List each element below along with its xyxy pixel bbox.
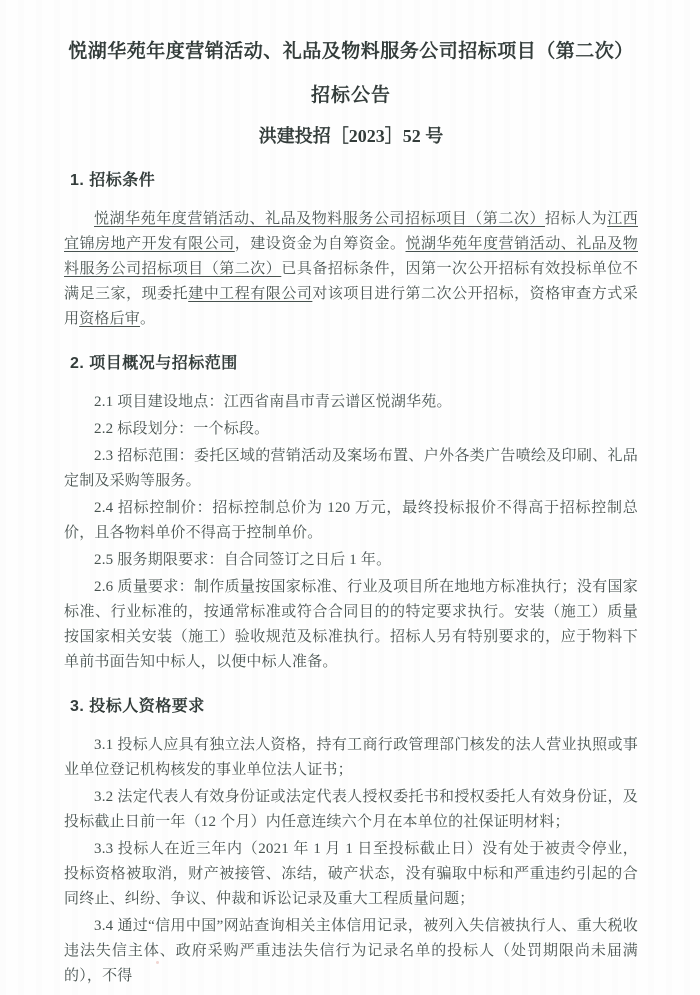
document-subtitle: 招标公告: [310, 85, 391, 106]
paragraph: 3.4 通过“信用中国”网站查询相关主体信用记录，被列入失信被执行人、重大税收违法失信主体、政府采购严重违法失信行为记录名单的投标人（处罚期限尚未届满的），不得: [64, 918, 638, 984]
paragraph: 2.1 项目建设地点：江西省南昌市青云谱区悦湖华苑。: [94, 394, 452, 410]
paragraph: 2.4 招标控制价：招标控制总价为 120 万元，最终投标报价不得高于招标控制总价，且各物料单价不得高于控制单价。: [64, 500, 638, 541]
paragraph: 3.3 投标人在近三年内（2021 年 1 月 1 日至投标截止日）没有处于被责令停业，投标资格被取消，财产被接管、冻结，破产状态，没有骗取中标和严重违约引起的合同终止、纠纷、争议、仲裁和诉讼记录及重大工程质量问题；: [64, 841, 638, 907]
underlined-text-run: 悦湖华苑年度营销活动、礼品及物料服务公司招标项目（第二次）: [64, 236, 639, 277]
document-section: [64, 352, 638, 675]
document-title: 悦湖华苑年度营销活动、礼品及物料服务公司招标项目（第二次）: [68, 41, 634, 62]
underlined-text-run: 江西宜锦房地产开发有限公司: [64, 211, 638, 252]
underlined-text-run: 建中工程有限公司: [188, 286, 313, 302]
section-heading: 1. 招标条件: [70, 172, 156, 189]
paragraph: 2.3 招标范围：委托区域的营销活动及案场布置、户外各类广告喷绘及印刷、礼品定制及采购等服务。: [64, 448, 638, 489]
paragraph: 2.6 质量要求：制作质量按国家标准、行业及项目所在地地方标准执行；没有国家标准、行业标准的，按通常标准或符合合同目的的特定要求执行。安装（施工）质量按国家相关安装（施工）验收规范及标准执行。招标人另有特别要求的，应于物料下单前书面告知中标人，以便中标人准备。: [64, 579, 638, 670]
text-run: 对该项目进行第二次公开招标，资格审查方式采用: [64, 286, 639, 327]
document-section: [64, 695, 638, 989]
paragraph: 3.1 投标人应具有独立法人资格，持有工商行政管理部门核发的法人营业执照或事业单位登记机构核发的事业单位法人证书；: [64, 737, 638, 778]
text-run: ，建设资金为自筹资金。: [234, 236, 406, 252]
underlined-text-run: 悦湖华苑年度营销活动、礼品及物料服务公司招标项目（第二次）: [94, 211, 546, 227]
paragraph: 2.5 服务期限要求：自合同签订之日后 1 年。: [94, 552, 392, 568]
underlined-text-run: 资格后审: [79, 311, 141, 327]
document-body: [64, 169, 638, 989]
document-number: 洪建投招［2023］52 号: [258, 126, 444, 146]
text-run: 已具备招标条件，因第一次公开招标有效投标单位不满足三家，现委托: [64, 261, 638, 302]
paragraph: [64, 207, 638, 332]
scan-speck-artifact: [156, 961, 159, 964]
text-run: 招标人为: [545, 211, 608, 227]
text-run: 。: [140, 311, 156, 327]
section-heading: 2. 项目概况与招标范围: [70, 355, 238, 372]
paragraph: 2.2 标段划分：一个标段。: [94, 421, 270, 437]
paragraph: 3.2 法定代表人有效身份证或法定代表人授权委托书和授权委托人有效身份证，及投标截止日前一年（12 个月）内任意连续六个月在本单位的社保证明材料；: [64, 789, 638, 830]
section-heading: 3. 投标人资格要求: [70, 698, 205, 715]
document-section: [64, 169, 638, 332]
